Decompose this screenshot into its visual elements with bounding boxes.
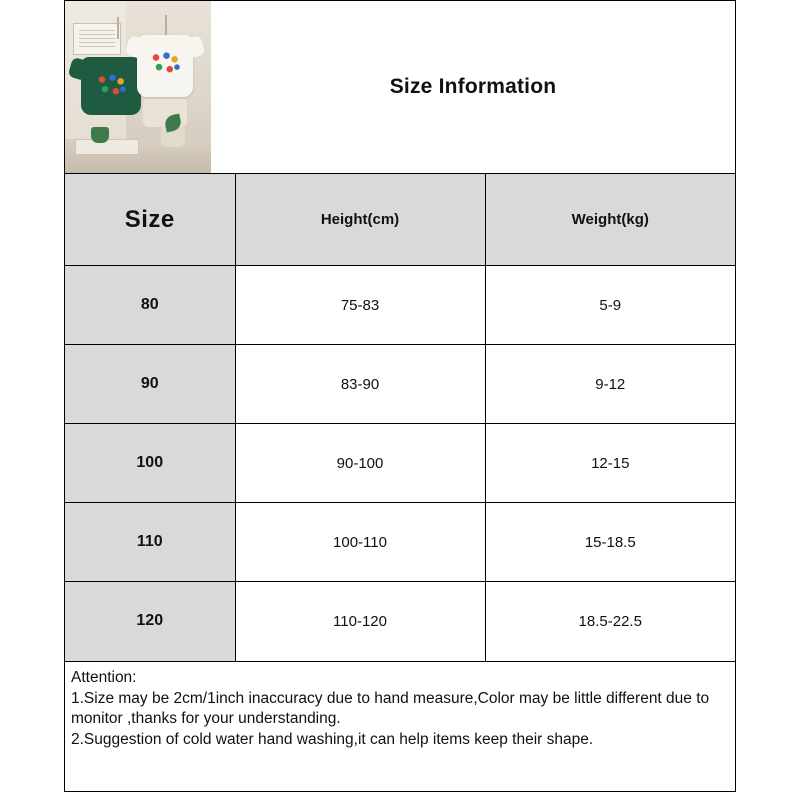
cell-size: 120: [65, 582, 235, 661]
attention-heading: Attention:: [71, 668, 137, 686]
table-row: [65, 266, 735, 345]
product-photo: [65, 1, 211, 173]
cell-size: 90: [65, 345, 235, 424]
attention-note-1: 1.Size may be 2cm/1inch inaccuracy due to hand measure,Color may be little different due to monitor ,thanks for your understanding.: [71, 689, 710, 728]
table-row: [65, 503, 735, 582]
column-header-size: Size: [65, 174, 235, 266]
size-table-head: [65, 174, 735, 266]
hanger-rod-right: [165, 15, 167, 35]
cell-height: 83-90: [235, 345, 485, 424]
cell-weight: 18.5-22.5: [485, 582, 735, 661]
table-row: [65, 424, 735, 503]
cell-height: 90-100: [235, 424, 485, 503]
table-row: [65, 345, 735, 424]
size-table-body: [65, 266, 735, 661]
chart-header: [65, 1, 735, 173]
cell-weight: 15-18.5: [485, 503, 735, 582]
cell-height: 100-110: [235, 503, 485, 582]
cell-height: 75-83: [235, 266, 485, 345]
cell-weight: 9-12: [485, 345, 735, 424]
cell-weight: 5-9: [485, 266, 735, 345]
column-header-weight: Weight(kg): [485, 174, 735, 266]
picture-frame-icon: [73, 23, 121, 55]
column-header-height: Height(cm): [235, 174, 485, 266]
cell-height: 110-120: [235, 582, 485, 661]
table-header-row: [65, 174, 735, 266]
table-row: [65, 582, 735, 661]
cup: [91, 127, 109, 143]
hanger-rod-left: [117, 17, 119, 39]
print-graphic-green-shirt: [96, 73, 126, 99]
cell-weight: 12-15: [485, 424, 735, 503]
attention-note-2: 2.Suggestion of cold water hand washing,it can help items keep their shape.: [71, 730, 594, 748]
print-graphic-white-shirt: [150, 51, 180, 77]
cell-size: 80: [65, 266, 235, 345]
size-table: [65, 173, 735, 661]
size-chart-frame: [64, 0, 736, 792]
page-title: Size Information: [389, 75, 557, 98]
books-stack: [75, 139, 139, 155]
cell-size: 110: [65, 503, 235, 582]
title-area: [211, 1, 735, 173]
cell-size: 100: [65, 424, 235, 503]
attention-block: [65, 661, 735, 786]
